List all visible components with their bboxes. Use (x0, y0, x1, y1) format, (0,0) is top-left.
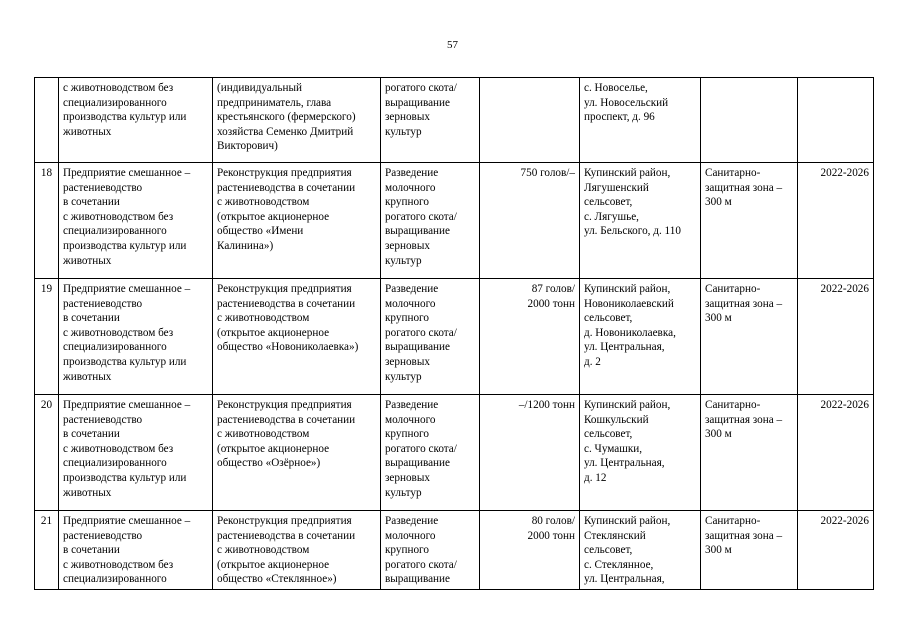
row-number-cell: 18 (35, 163, 59, 279)
capacity-cell: 80 голов/ 2000 тонн (480, 511, 580, 590)
activity-cell: Разведение молочного крупного рогатого скота/ выращивание зерновых культур (381, 279, 480, 395)
table-row (35, 511, 874, 590)
zone-cell: Санитарно- защитная зона – 300 м (701, 395, 798, 511)
activity-cell: Разведение молочного крупного рогатого скота/ выращивание (381, 511, 480, 590)
years-cell: 2022-2026 (798, 163, 874, 279)
object-name-cell: (индивидуальный предприниматель, глава крестьянского (фермерского) хозяйства Семенко Дмитрий Викторович) (213, 78, 381, 163)
enterprise-type-cell: Предприятие смешанное – растениеводство в сочетании с животноводством без специализированного (59, 511, 213, 590)
capacity-cell: 750 голов/– (480, 163, 580, 279)
object-name-cell: Реконструкция предприятия растениеводства в сочетании с животноводством (открытое акционерное общество «Новониколаевка») (213, 279, 381, 395)
object-name-cell: Реконструкция предприятия растениеводства в сочетании с животноводством (открытое акционерное общество «Озёрное») (213, 395, 381, 511)
row-number-cell: 19 (35, 279, 59, 395)
row-number-cell: 21 (35, 511, 59, 590)
enterprise-type-cell: Предприятие смешанное – растениеводство в сочетании с животноводством без специализированного производства культур или животных (59, 163, 213, 279)
table-row (35, 163, 874, 279)
table-row (35, 78, 874, 163)
enterprise-type-cell: с животноводством без специализированного производства культур или животных (59, 78, 213, 163)
years-cell: 2022-2026 (798, 395, 874, 511)
row-number-cell: 20 (35, 395, 59, 511)
activity-cell: рогатого скота/ выращивание зерновых культур (381, 78, 480, 163)
activity-cell: Разведение молочного крупного рогатого скота/ выращивание зерновых культур (381, 395, 480, 511)
capacity-cell (480, 78, 580, 163)
years-cell: 2022-2026 (798, 511, 874, 590)
page-number: 57 (447, 39, 458, 51)
capacity-cell: –/1200 тонн (480, 395, 580, 511)
years-cell (798, 78, 874, 163)
object-name-cell: Реконструкция предприятия растениеводства в сочетании с животноводством (открытое акционерное общество «Стеклянное») (213, 511, 381, 590)
enterprise-registry-table (34, 77, 874, 590)
enterprise-type-cell: Предприятие смешанное – растениеводство в сочетании с животноводством без специализированного производства культур или животных (59, 395, 213, 511)
location-cell: Купинский район, Лягушенский сельсовет, с. Лягушье, ул. Бельского, д. 110 (580, 163, 701, 279)
years-cell: 2022-2026 (798, 279, 874, 395)
zone-cell: Санитарно- защитная зона – 300 м (701, 511, 798, 590)
location-cell: Купинский район, Новониколаевский сельсовет, д. Новониколаевка, ул. Центральная, д. 2 (580, 279, 701, 395)
table-row (35, 279, 874, 395)
location-cell: Купинский район, Кошкульский сельсовет, с. Чумашки, ул. Центральная, д. 12 (580, 395, 701, 511)
location-cell: с. Новоселье, ул. Новосельский проспект, д. 96 (580, 78, 701, 163)
capacity-cell: 87 голов/ 2000 тонн (480, 279, 580, 395)
zone-cell (701, 78, 798, 163)
zone-cell: Санитарно- защитная зона – 300 м (701, 279, 798, 395)
zone-cell: Санитарно- защитная зона – 300 м (701, 163, 798, 279)
activity-cell: Разведение молочного крупного рогатого скота/ выращивание зерновых культур (381, 163, 480, 279)
enterprise-type-cell: Предприятие смешанное – растениеводство в сочетании с животноводством без специализированного производства культур или животных (59, 279, 213, 395)
row-number-cell (35, 78, 59, 163)
location-cell: Купинский район, Стеклянский сельсовет, с. Стеклянное, ул. Центральная, (580, 511, 701, 590)
table-row (35, 395, 874, 511)
object-name-cell: Реконструкция предприятия растениеводства в сочетании с животноводством (открытое акционерное общество «Имени Калинина») (213, 163, 381, 279)
